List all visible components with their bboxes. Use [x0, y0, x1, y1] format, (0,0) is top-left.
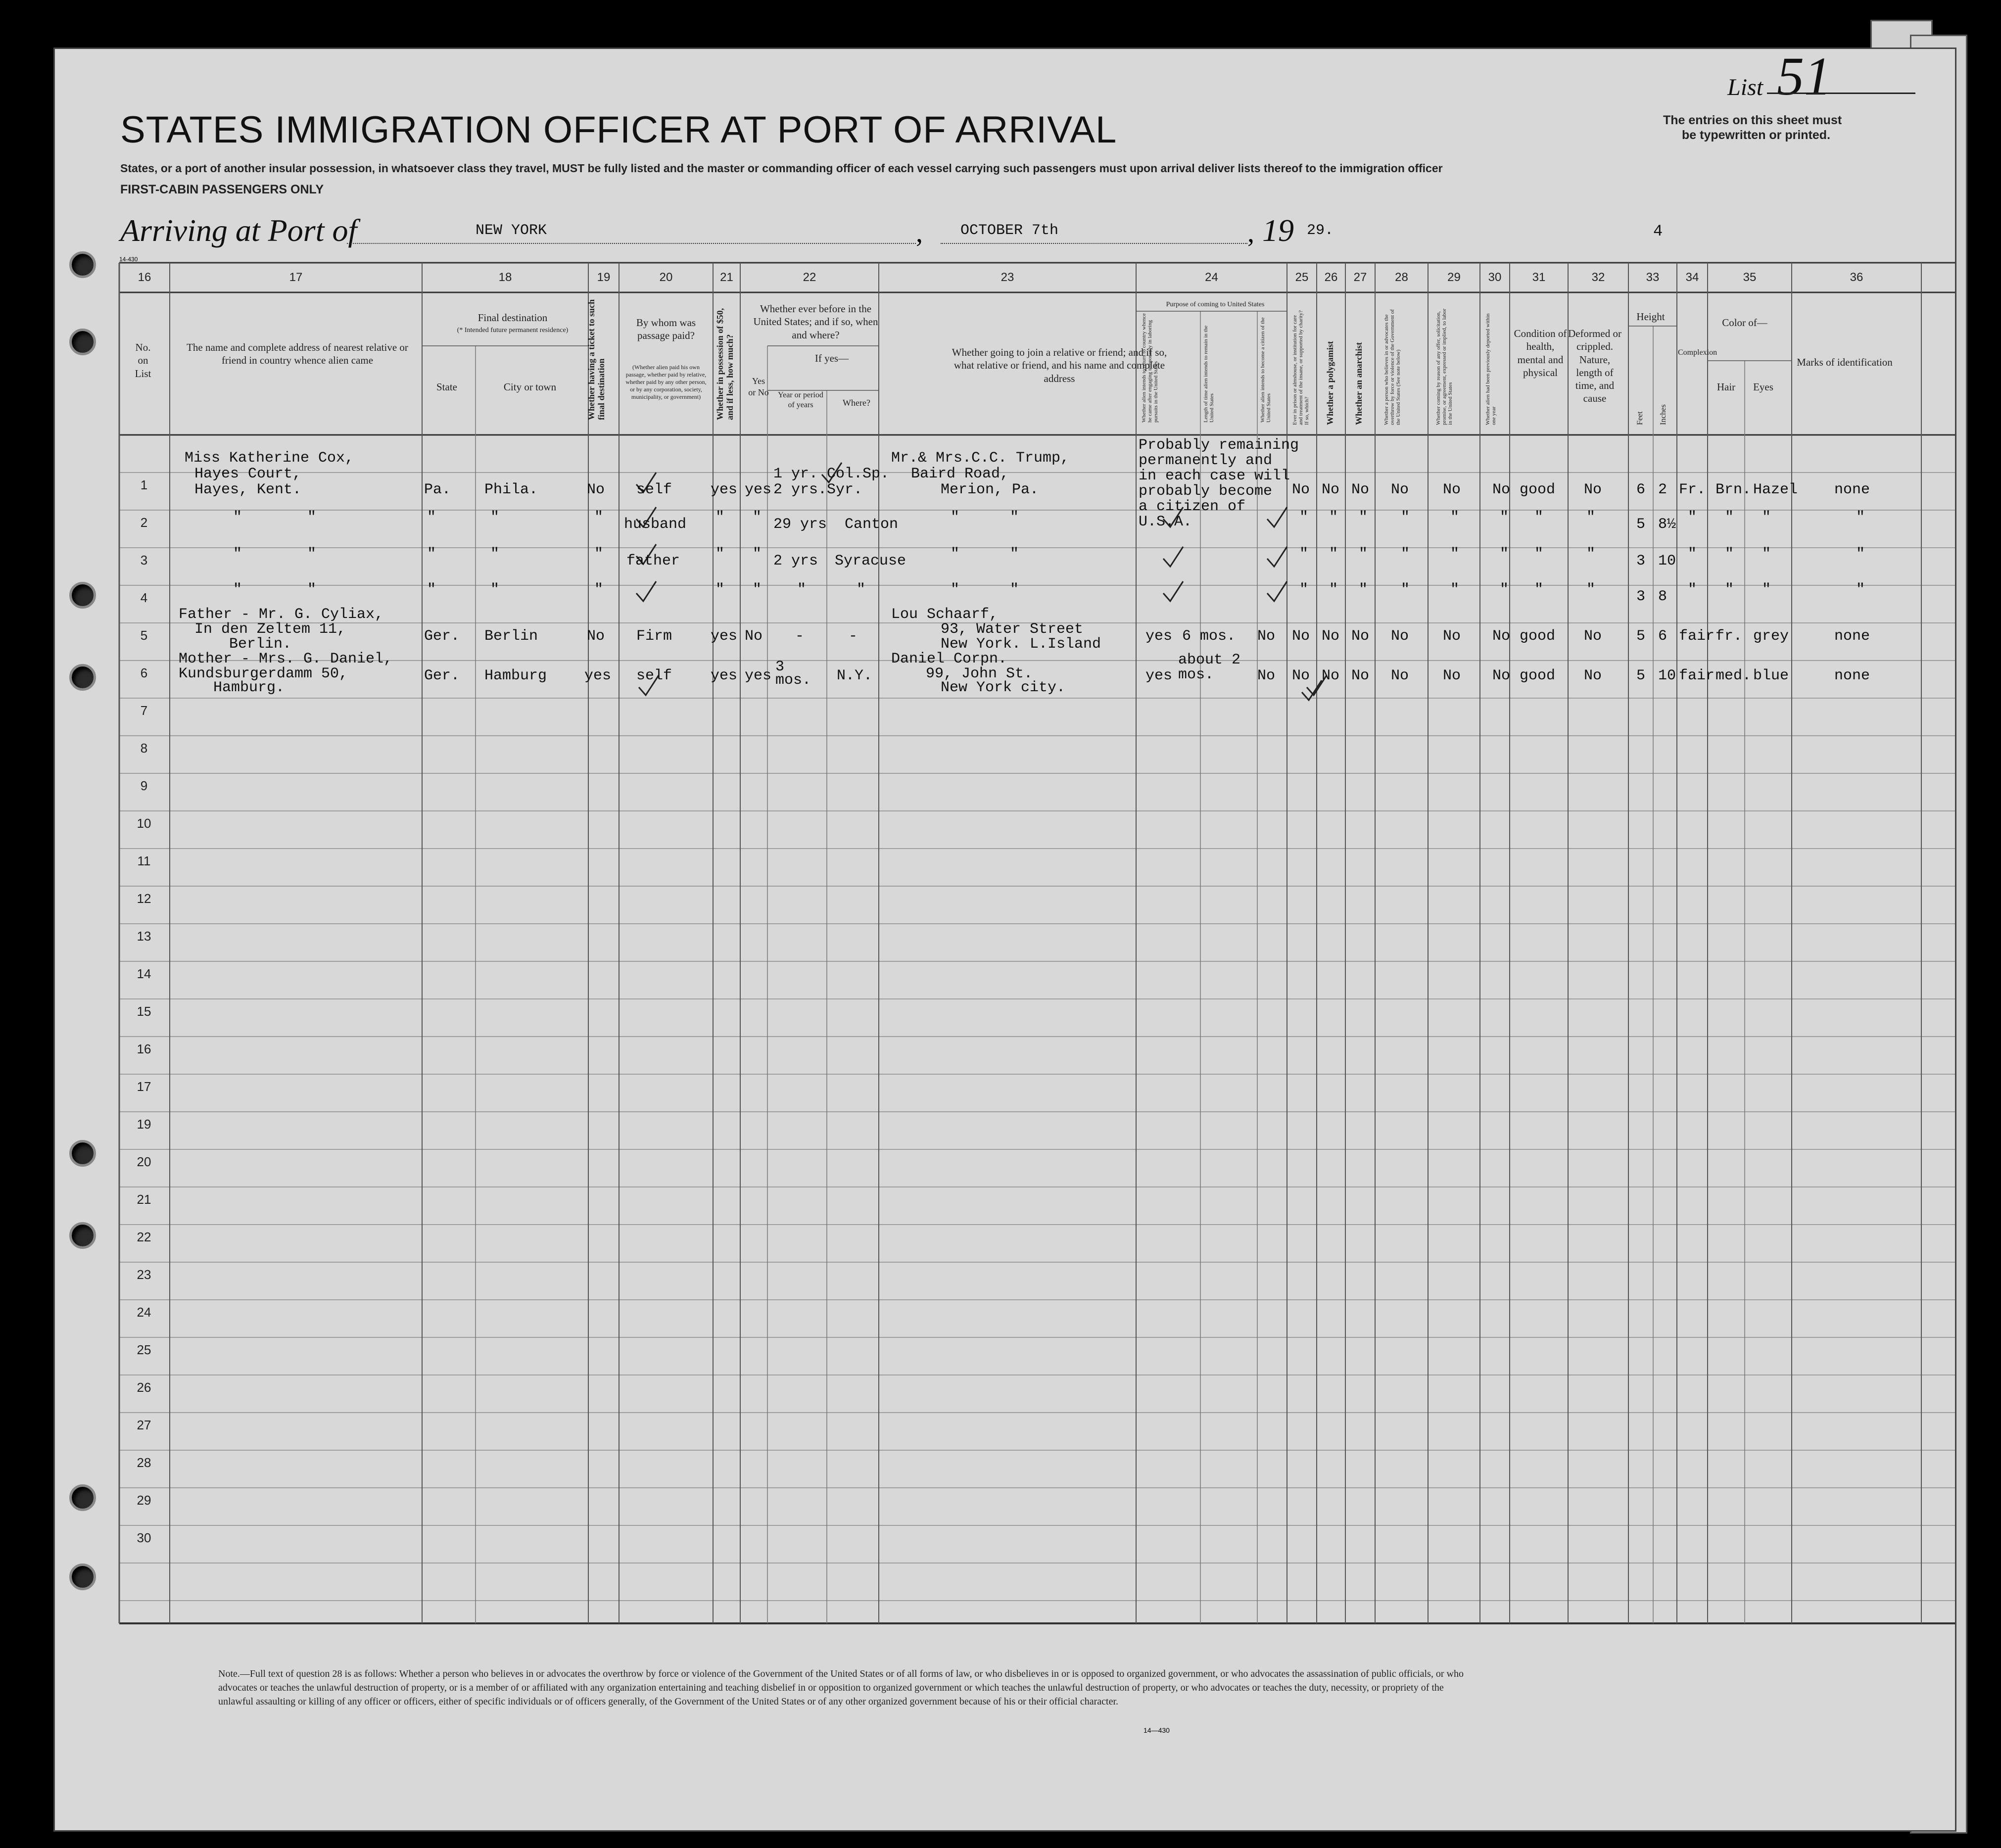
ditto-mark: " — [1450, 509, 1460, 526]
r6-health: good — [1520, 667, 1556, 684]
header-going-to-join: Whether going to join a relative or friend; and if so, what relative or friend, and his name and complete address — [952, 346, 1167, 384]
row-number: 30 — [137, 1530, 151, 1545]
manifest-sheet — [53, 47, 1956, 1832]
row-number: 11 — [137, 853, 151, 868]
ditto-mark: " — [1725, 509, 1734, 526]
r3-year: 2 yrs — [773, 553, 818, 569]
r1-relative-name: Miss Katherine Cox, — [185, 450, 354, 467]
r1-state: Pa. — [424, 481, 451, 498]
binder-hole — [69, 1564, 96, 1590]
header-overthrow: Whether a person who believes in or advocates the overthrow by force or violence of the Government of the United States (See note below) — [1383, 309, 1402, 425]
ditto-mark: " — [1688, 509, 1697, 526]
ditto-mark: " — [1329, 509, 1338, 526]
ditto-mark: " — [1688, 546, 1697, 563]
r1-ticket: No — [587, 481, 605, 498]
r6-join-town: New York city. — [941, 679, 1066, 696]
arrival-comma-2: , — [1247, 218, 1254, 248]
r5-where: - — [849, 628, 858, 645]
r6-c30: No — [1492, 667, 1511, 684]
ditto-mark: " — [1401, 546, 1410, 563]
header-eyes: Eyes — [1753, 381, 1773, 393]
r6-join-name: Daniel Corpn. — [891, 651, 1007, 667]
footnote: Note.—Full text of question 28 is as follows: Whether a person who believes in or advocates the overthrow by force or violence of the Government of the United States or of all forms of law, or who disbelieves in or is opposed to organized government, or who advocates the assassination of public officials, or who advocates or teaches the unlawful destruction of property, or is a member of or affiliated with any organization entertaining and teaching disbelief in or opposition to organized government or which teaches the unlawful destruction of property, or who advocates or teaches the duty, necessity, or propriety of the unlawful assaulting or killing of any officer or officers, either of specific individuals or of officers generally, of the Government of the United States or of any other organized government because of his or their official character. — [218, 1668, 1464, 1707]
ditto-mark: " — [1856, 546, 1865, 563]
header-final-destination-note: (* Intended future permanent residence) — [457, 327, 569, 334]
row-number: 8 — [140, 741, 148, 756]
check-mark — [636, 581, 656, 601]
r1-where-2: Syr. — [827, 481, 863, 498]
row-number: 26 — [137, 1380, 151, 1395]
header-marks: Marks of identification — [1797, 356, 1893, 368]
ditto-mark: " — [307, 546, 317, 563]
ditto-mark: " — [715, 509, 725, 526]
row-number: 14 — [137, 966, 151, 981]
r1-c29: No — [1443, 481, 1461, 498]
list-label: List — [1727, 74, 1763, 100]
ditto-mark: " — [1010, 581, 1019, 598]
column-number: 32 — [1591, 271, 1605, 284]
footnote-code: 14—430 — [1143, 1726, 1170, 1734]
ditto-mark: " — [1586, 509, 1596, 526]
ditto-mark: " — [1450, 581, 1460, 598]
ditto-mark: " — [1586, 581, 1596, 598]
binder-hole — [69, 1222, 96, 1249]
binder-hole — [69, 664, 96, 691]
r6-return: yes — [1145, 667, 1173, 684]
r5-health: good — [1520, 628, 1556, 645]
column-number: 31 — [1532, 271, 1546, 284]
r5-join-town: New York. L.Island — [941, 636, 1101, 653]
ditto-mark: " — [307, 509, 317, 526]
r6-passage: self — [636, 667, 672, 684]
header-final-destination: Final destination — [477, 312, 548, 324]
ditto-mark: " — [715, 581, 725, 598]
ditto-mark: " — [233, 509, 242, 526]
header-city: City or town — [503, 381, 557, 393]
r6-before: yes — [745, 667, 772, 684]
row-number: 9 — [140, 778, 148, 793]
ditto-mark: " — [427, 546, 436, 563]
ditto-mark: " — [1359, 509, 1368, 526]
ditto-mark: " — [233, 546, 242, 563]
r5-city: Berlin — [484, 628, 538, 645]
r2-passage: husband — [624, 516, 687, 533]
ditto-mark: " — [951, 546, 960, 563]
r4-height-inches: 8 — [1658, 588, 1668, 605]
row-number: 1 — [140, 477, 148, 492]
binder-hole — [69, 1484, 96, 1511]
column-number: 18 — [498, 271, 512, 284]
r6-relative-addr: Kundsburgerdamm 50, — [179, 665, 348, 682]
header-anarchist: Whether an anarchist — [1354, 342, 1364, 425]
purpose-note-line: in each case will — [1139, 468, 1290, 484]
r1-eyes: Hazel — [1753, 481, 1798, 498]
column-number: 17 — [289, 271, 303, 284]
ditto-mark: " — [1725, 546, 1734, 563]
r1-join-town: Merion, Pa. — [941, 481, 1039, 498]
ditto-mark: " — [753, 509, 762, 526]
r6-c28: No — [1391, 667, 1409, 684]
r2-height-inches: 8½ — [1658, 516, 1676, 533]
ditto-mark: " — [753, 546, 762, 563]
r6-relative-name: Mother - Mrs. G. Daniel, — [179, 651, 393, 667]
ditto-mark: " — [1401, 581, 1410, 598]
r1-c25: No — [1292, 481, 1310, 498]
header-if-yes: If yes— — [814, 352, 849, 364]
r5-c26: No — [1322, 628, 1340, 645]
subtitle-line-1: States, or a port of another insular possession, in whatsoever class they travel, MUST be fully listed and the master or commanding officer of each vessel carrying such passengers must upon arrival deliver lists thereof to the immigration officer — [120, 162, 1443, 175]
ditto-mark: " — [1299, 509, 1309, 526]
ditto-mark: " — [951, 509, 960, 526]
header-deformed: Deformed or crippled. Nature, length of time, and cause — [1568, 328, 1621, 405]
r5-c30: No — [1492, 628, 1511, 645]
r3-height-inches: 10 — [1658, 553, 1676, 569]
header-labor-offer: Whether coming by reason of any offer, solicitation, promise, or agreement, expressed or implied, to labor in the United States — [1435, 308, 1454, 425]
r5-relative-addr: In den Zeltem 11, — [194, 621, 346, 638]
r5-state: Ger. — [424, 628, 460, 645]
r6-c29: No — [1443, 667, 1461, 684]
ditto-mark: " — [951, 581, 960, 598]
column-number: 20 — [659, 271, 673, 284]
ditto-mark: " — [1359, 581, 1368, 598]
list-number: 51 — [1777, 46, 1831, 106]
header-color-of: Color of— — [1722, 317, 1767, 329]
ditto-mark: " — [490, 546, 500, 563]
r1-c28: No — [1391, 481, 1409, 498]
r1-c26: No — [1322, 481, 1340, 498]
r1-city: Phila. — [484, 481, 538, 498]
r1-year-1: 1 yr. — [773, 466, 818, 482]
column-number: 22 — [803, 271, 816, 284]
column-number: 19 — [597, 271, 611, 284]
header-return-intent: Whether alien intends to return to country whence he came after engaging temporarily in laboring pursuits in the United States — [1141, 313, 1159, 423]
header-no-on-list: No. on List — [135, 341, 151, 379]
r3-height-feet: 3 — [1636, 553, 1646, 569]
binder-hole — [69, 1140, 96, 1167]
purpose-note-line: Probably remaining — [1139, 437, 1299, 454]
r1-hair: Brn. — [1715, 481, 1752, 498]
header-deported: Whether alien had been previously deported within one year — [1485, 313, 1497, 425]
ditto-mark: " — [1359, 546, 1368, 563]
r2-height-feet: 5 — [1636, 516, 1646, 533]
r1-deformed: No — [1584, 481, 1602, 498]
header-ever-before: Whether ever before in the United States; and if so, when and where? — [753, 303, 878, 341]
row-number: 22 — [137, 1230, 151, 1244]
r4-height-feet: 3 — [1636, 588, 1646, 605]
typewritten-note-1: The entries on this sheet must — [1663, 113, 1842, 127]
r1-join-addr: Baird Road, — [911, 466, 1009, 482]
r6-c26: No — [1322, 667, 1340, 684]
column-number: 29 — [1447, 271, 1461, 284]
ditto-mark: " — [1500, 546, 1509, 563]
column-number: 36 — [1850, 271, 1863, 284]
ditto-mark: " — [490, 581, 500, 598]
r6-where: N.Y. — [837, 667, 873, 684]
row-number: 2 — [140, 515, 148, 530]
purpose-note-line: U.S.A. — [1139, 514, 1192, 530]
column-number: 34 — [1685, 271, 1699, 284]
ditto-mark: " — [1010, 546, 1019, 563]
r6-length: about 2 mos. — [1178, 652, 1241, 683]
form-code: 14-430 — [119, 256, 138, 263]
column-number: 21 — [720, 271, 733, 284]
r5-eyes: grey — [1753, 628, 1789, 645]
row-number: 13 — [137, 929, 151, 944]
r1-join-name: Mr.& Mrs.C.C. Trump, — [891, 450, 1070, 467]
r6-join-addr: 99, John St. — [926, 665, 1033, 682]
year-suffix: 29. — [1307, 222, 1334, 239]
column-number: 26 — [1324, 271, 1338, 284]
ditto-mark: " — [1534, 581, 1544, 598]
ditto-mark: " — [715, 546, 725, 563]
r5-c25: No — [1292, 628, 1310, 645]
r6-marks: none — [1834, 667, 1870, 684]
r5-deformed: No — [1584, 628, 1602, 645]
r6-state: Ger. — [424, 667, 460, 684]
purpose-note-line: a citizen of — [1139, 498, 1246, 515]
page-title: STATES IMMIGRATION OFFICER AT PORT OF ARRIVAL — [120, 109, 1117, 151]
ditto-mark: " — [1725, 581, 1734, 598]
row-number: 21 — [137, 1192, 151, 1207]
ditto-mark: " — [1500, 581, 1509, 598]
check-mark — [1267, 581, 1287, 601]
ditto-mark: " — [1762, 546, 1771, 563]
arrival-comma-1: , — [916, 218, 923, 248]
r5-year: - — [795, 628, 805, 645]
row-number: 12 — [137, 891, 151, 906]
header-citizen-intent: Whether alien intends to become a citizen of the United States — [1260, 317, 1272, 423]
r6-height-inches: 10 — [1658, 667, 1676, 684]
header-relative: The name and complete address of nearest relative or friend in country whence alien came — [187, 341, 408, 367]
ditto-mark: " — [427, 581, 436, 598]
r1-complexion: Fr. — [1679, 481, 1706, 498]
ditto-mark: " — [1856, 581, 1865, 598]
row-number: 15 — [137, 1004, 151, 1019]
ditto-mark: " — [1856, 509, 1865, 526]
ditto-mark: " — [1534, 509, 1544, 526]
purpose-note-line: probably become — [1139, 483, 1273, 500]
ditto-mark: " — [1450, 546, 1460, 563]
row-number: 4 — [140, 590, 148, 605]
ditto-mark: " — [1329, 546, 1338, 563]
r1-height-feet: 6 — [1636, 481, 1646, 498]
r5-hair: fr. — [1715, 628, 1743, 645]
column-number: 25 — [1295, 271, 1309, 284]
header-ticket: Whether having a ticket to such final destination — [586, 299, 606, 420]
row-number: 5 — [140, 628, 148, 643]
page-number: 4 — [1653, 222, 1663, 240]
header-height: Height — [1636, 311, 1665, 323]
header-possession-50: Whether in possession of $50, and if less, how much? — [715, 308, 735, 420]
r1-relative-town: Hayes, Kent. — [194, 481, 302, 498]
binder-hole — [69, 582, 96, 609]
ditto-mark: " — [1762, 509, 1771, 526]
r5-c27: No — [1351, 628, 1370, 645]
r2-year: 29 yrs — [773, 516, 827, 533]
header-length-of-stay: Length of time alien intends to remain in the United States — [1203, 325, 1215, 423]
ditto-mark: " — [1762, 581, 1771, 598]
r5-length: 6 mos. — [1182, 628, 1236, 645]
ditto-mark: " — [594, 546, 604, 563]
header-prison: Ever in prison or almshouse, or institution for care and treatment of the insane, or supported by charity? If so, which? — [1292, 310, 1310, 425]
check-mark — [1163, 547, 1183, 567]
row-number: 7 — [140, 703, 148, 718]
header-passage-paid-note: (Whether alien paid his own passage, whether paid by relative, whether paid by any other person, or by any corporation, society, municipality, or government) — [625, 364, 707, 400]
r5-relative-name: Father - Mr. G. Cyliax, — [179, 606, 384, 623]
ditto-mark: " — [1010, 509, 1019, 526]
ditto-mark: " — [1688, 581, 1697, 598]
date-value: OCTOBER 7th — [960, 222, 1059, 239]
row-number: 19 — [137, 1117, 151, 1132]
r5-complexion: fair — [1679, 628, 1715, 645]
column-number: 23 — [1000, 271, 1014, 284]
r5-c28: No — [1391, 628, 1409, 645]
r6-money: yes — [711, 667, 738, 684]
ditto-mark: " — [1299, 581, 1309, 598]
r6-year: 3 mos. — [775, 659, 811, 689]
r6-c25: No — [1292, 667, 1310, 684]
r2-where: Canton — [845, 516, 899, 533]
r1-passage: self — [636, 481, 672, 498]
ditto-mark: " — [857, 581, 866, 598]
ditto-mark: " — [427, 509, 436, 526]
row-number: 23 — [137, 1267, 151, 1282]
ditto-mark: " — [1586, 546, 1596, 563]
r6-c27: No — [1351, 667, 1370, 684]
header-complexion: Complexion — [1678, 348, 1717, 357]
r6-citizen: No — [1257, 667, 1276, 684]
subtitle-line-2: FIRST-CABIN PASSENGERS ONLY — [120, 183, 324, 196]
r1-c27: No — [1351, 481, 1370, 498]
ditto-mark: " — [1329, 581, 1338, 598]
r6-city: Hamburg — [484, 667, 547, 684]
row-number: 6 — [140, 665, 148, 680]
row-number: 29 — [137, 1493, 151, 1508]
header-inches: Inches — [1659, 404, 1668, 425]
ditto-mark: " — [1299, 546, 1309, 563]
ditto-mark: " — [797, 581, 807, 598]
column-number: 33 — [1646, 271, 1660, 284]
ditto-mark: " — [233, 581, 242, 598]
column-number: 27 — [1353, 271, 1367, 284]
binder-hole — [69, 251, 96, 278]
r5-return: yes — [1145, 628, 1173, 645]
row-number: 27 — [137, 1418, 151, 1432]
r5-before: No — [745, 628, 763, 645]
r1-year-2: 2 yrs. — [773, 481, 827, 498]
r3-where: Syracuse — [835, 553, 906, 569]
ditto-mark: " — [490, 509, 500, 526]
row-number: 17 — [137, 1079, 151, 1094]
header-purpose: Purpose of coming to United States — [1166, 301, 1265, 308]
r5-join-name: Lou Schaarf, — [891, 606, 999, 623]
row-number: 10 — [137, 816, 151, 831]
r5-join-addr: 93, Water Street — [941, 621, 1084, 638]
ditto-mark: " — [594, 581, 604, 598]
r1-relative-addr: Hayes Court, — [194, 466, 302, 482]
r5-ticket: No — [587, 628, 605, 645]
r5-money: yes — [711, 628, 738, 645]
row-number: 20 — [137, 1154, 151, 1169]
row-number: 28 — [137, 1455, 151, 1470]
r5-relative-town: Berlin. — [229, 636, 292, 653]
r1-marks: none — [1834, 481, 1870, 498]
row-number: 25 — [137, 1342, 151, 1357]
r1-health: good — [1520, 481, 1556, 498]
header-state: State — [436, 381, 457, 393]
ditto-mark: " — [1500, 509, 1509, 526]
row-number: 24 — [137, 1305, 151, 1320]
r6-relative-town: Hamburg. — [213, 679, 285, 696]
header-feet: Feet — [1636, 411, 1644, 425]
column-number: 30 — [1488, 271, 1502, 284]
r5-passage: Firm — [636, 628, 672, 645]
r5-marks: none — [1834, 628, 1870, 645]
check-mark — [1163, 581, 1183, 601]
header-year-period: Year or period of years — [778, 391, 823, 409]
check-mark — [1267, 547, 1287, 567]
r1-where-1: Col.Sp. — [827, 466, 890, 482]
arrival-label: Arriving at Port of — [120, 213, 357, 248]
r1-height-inches: 2 — [1658, 481, 1668, 498]
header-where: Where? — [843, 398, 870, 408]
r6-ticket: yes — [584, 667, 612, 684]
port-value: NEW YORK — [476, 222, 547, 239]
column-number: 16 — [138, 271, 151, 284]
r1-c30: No — [1492, 481, 1511, 498]
r6-eyes: blue — [1753, 667, 1789, 684]
header-yes-no: Yes or No — [748, 376, 769, 397]
r5-height-inches: 6 — [1658, 628, 1668, 645]
r6-deformed: No — [1584, 667, 1602, 684]
r1-money: yes — [711, 481, 738, 498]
binder-hole — [69, 329, 96, 355]
header-passage-paid: By whom was passage paid? — [636, 317, 696, 342]
r3-passage: father — [626, 553, 680, 569]
r6-height-feet: 5 — [1636, 667, 1646, 684]
ditto-mark: " — [753, 581, 762, 598]
header-health: Condition of health, mental and physical — [1514, 328, 1567, 379]
row-number: 3 — [140, 553, 148, 568]
typewritten-note-2: be typewritten or printed. — [1682, 128, 1831, 142]
r1-before: yes — [745, 481, 772, 498]
column-number: 24 — [1205, 271, 1218, 284]
ditto-mark: " — [1401, 509, 1410, 526]
r5-height-feet: 5 — [1636, 628, 1646, 645]
purpose-note-line: permanently and — [1139, 452, 1273, 469]
ditto-mark: " — [594, 509, 604, 526]
ditto-mark: " — [1534, 546, 1544, 563]
r6-hair: med. — [1715, 667, 1752, 684]
row-number: 16 — [137, 1042, 151, 1056]
column-number: 28 — [1395, 271, 1408, 284]
header-polygamist: Whether a polygamist — [1325, 341, 1335, 425]
column-number: 35 — [1743, 271, 1757, 284]
r5-c29: No — [1443, 628, 1461, 645]
ditto-mark: " — [307, 581, 317, 598]
r5-citizen: No — [1257, 628, 1276, 645]
header-hair: Hair — [1716, 381, 1736, 393]
year-prefix: 19 — [1262, 213, 1294, 248]
r6-complexion: fair — [1679, 667, 1715, 684]
